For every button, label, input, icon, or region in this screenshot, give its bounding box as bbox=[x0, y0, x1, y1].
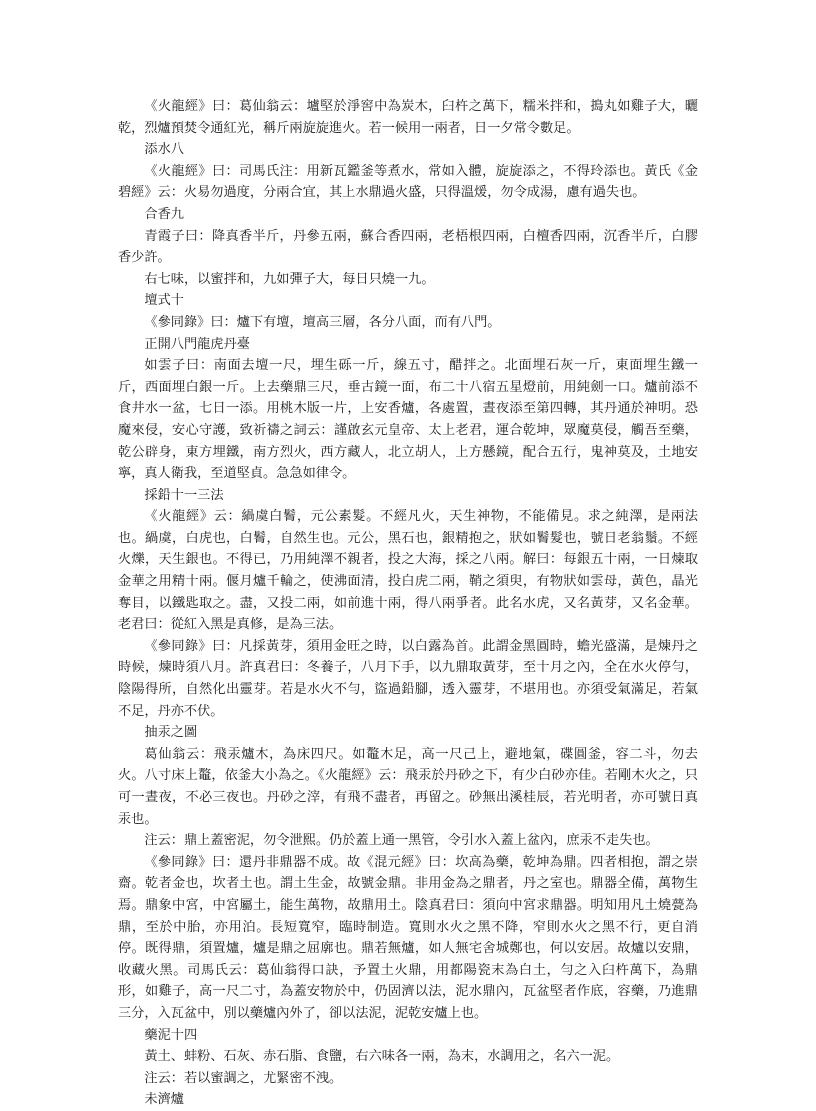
paragraph: 《火龍經》曰：司馬氏注：用新瓦鑑釜等煮水，常如入體，旋旋添之，不得玲添也。黃氏《金碧經》云：火易勿過度，分兩合宜，其上水鼎過火盛，只得溫煖，勿令成湯，慮有過失也。 bbox=[118, 163, 698, 201]
section-heading: 壇式十 bbox=[144, 293, 184, 309]
section-heading: 採鉛十一三法 bbox=[144, 487, 224, 503]
paragraph: 黃土、蚌粉、石灰、赤石脂、食鹽，右六味各一兩，為末，水調用之，名六一泥。 bbox=[144, 1049, 620, 1065]
section-heading: 合香九 bbox=[144, 206, 184, 222]
paragraph: 《參同錄》曰：凡採黃芽，須用金旺之時，以白露為首。此謂金黑圓時，蟾光盛滿，是煉丹之時候，煉時須八月。許真君曰：冬養子，八月下手，以九鼎取黃芽，至十月之內，全在水火停勻，陰陽得所，自然化出靈芽。若是水火不勻，盜過鉛腳，透入靈芽，不堪用也。亦須受氣滿足，若氣不足，丹亦不伏。 bbox=[118, 638, 698, 719]
paragraph: 《參同錄》曰：爐下有壇，壇高三層，各分八面，而有八門。 bbox=[144, 314, 501, 330]
document-page bbox=[118, 96, 698, 1111]
paragraph: 《火龍經》云：緺虞白鬌，元公素髮。不經凡火，天生神物，不能備見。求之純澤，是兩法也。緺虞，白虎也，白鬌，自然生也。元公，黑石也，銀精抱之，狀如鬌髮也，號日老翁鬚。不經火爍，天生銀也。不得已，乃用純澤不親者，投之大海，採之八兩。解曰：每銀五十兩，一日煉取金華之用精十兩。偃月爐千輪之，使沸面清，投白虎二兩，鞘之須臾，有物狀如雲母，黃色，晶光奪目，以鐵匙取之。盡，又投二兩，如前進十兩，得八兩爭者。此名水虎，又名黃芽，又名金華。老君曰：從紅入黑是真修，是為三法。 bbox=[118, 509, 698, 633]
section-heading: 抽汞之圖 bbox=[144, 725, 198, 741]
paragraph: 葛仙翁云：飛汞爐木，為床四尺。如鼇木足，高一尺己上，避地氣，碟圓釜，容二斗，勿去火。八寸床上鼇，依釜大小為之。《火龍經》云：飛汞於丹砂之下，有少白砂亦佳。若剛木火之，只可一晝夜，不必三夜也。丹砂之滓，有飛不盡者，再留之。砂無出溪桂辰，若光明者，亦可號日真汞也。 bbox=[118, 746, 698, 827]
paragraph: 右七味，以蜜拌和，九如彈子大，每日只燒一九。 bbox=[144, 271, 435, 287]
paragraph: 注云：鼎上蓋密泥，勿令泄熙。仍於蓋上通一黑管，令引水入蓋上盆內，庶汞不走失也。 bbox=[144, 833, 659, 849]
paragraph: 《火龍經》曰：葛仙翁云：壚堅於淨窖中為炭木，臼杵之萬下，糯米拌和，搗丸如雞子大，曬乾，烈爐預焚令通紅光，稱斤兩旋旋進火。若一候用一兩者，日一夕常令數足。 bbox=[118, 99, 698, 136]
paragraph: 注云：若以蜜調之，尤緊密不洩。 bbox=[144, 1070, 343, 1086]
paragraph: 《參同錄》曰：還丹非鼎器不成。故《混元經》曰：坎高為藥，乾坤為鼎。四者相抱，謂之崇齋。乾者金也，坎者土也。謂土生金，故號金鼎。非用金為之鼎者，丹之室也。鼎器全備，萬物生焉。鼎象中宮，中宮屬土，能生萬物，故鼎用土。陰真君曰：須向中宮求鼎器。明知用凡土燒甍為鼎，至於中胎，亦用泊。長短寬窄，臨時制造。寬則水火之黑不降，窄則水火之黑不行，更自消停。既得鼎，須置爐，爐是鼎之屈廓也。鼎若無爐，如人無宅舍城鄭也，何以安居。故爐以安鼎，收藏火黑。司馬氏云：葛仙翁得口訣，予置土火鼎，用都陽瓷末為白土，勻之入臼杵萬下，為鼎形，如雞子，高一尺二寸，為蓋安物於中，仍固濟以法，泥水鼎內，瓦盆堅者作底，容藥，乃進鼎三分，入瓦盆中，別以藥爐內外了，卻以法泥，泥乾安爐上也。 bbox=[118, 854, 698, 1021]
paragraph: 如雲子曰：南面去壇一尺，埋生砾一斤，線五寸，醋拌之。北面埋石灰一斤，東面埋生鐵一斤，西面埋白銀一斤。上去藥鼎三尺，垂古鏡一面，布二十八宿五星燈前，用純劍一口。爐前添不食井水一盆，七日一添。用桃木版一片，上安香爐，各處置，晝夜添至第四轉，其丹通於神明。恐魔來侵，安心守護，致祈禱之詞云：謹啟玄元皇帝、太上老君，運合乾坤，眾魔莫侵，觸吾至藥，乾公辟身，東方埋鐵，南方烈火，西方藏人，北立胡人，上方懸鏡，配合五行，鬼神莫及，土地安寧，真人衛我，至道堅貞。急急如律令。 bbox=[118, 358, 698, 482]
section-heading: 添水八 bbox=[144, 142, 184, 158]
paragraph: 青霞子曰：降真香半斤，丹參五兩，蘇合香四兩，老梧根四兩，白檀香四兩，沉香半斤，白膠香少許。 bbox=[118, 228, 698, 266]
section-heading: 正開八門龍虎丹臺 bbox=[144, 336, 250, 352]
section-heading: 藥泥十四 bbox=[144, 1027, 198, 1043]
section-heading: 未濟爐 bbox=[144, 1092, 184, 1108]
